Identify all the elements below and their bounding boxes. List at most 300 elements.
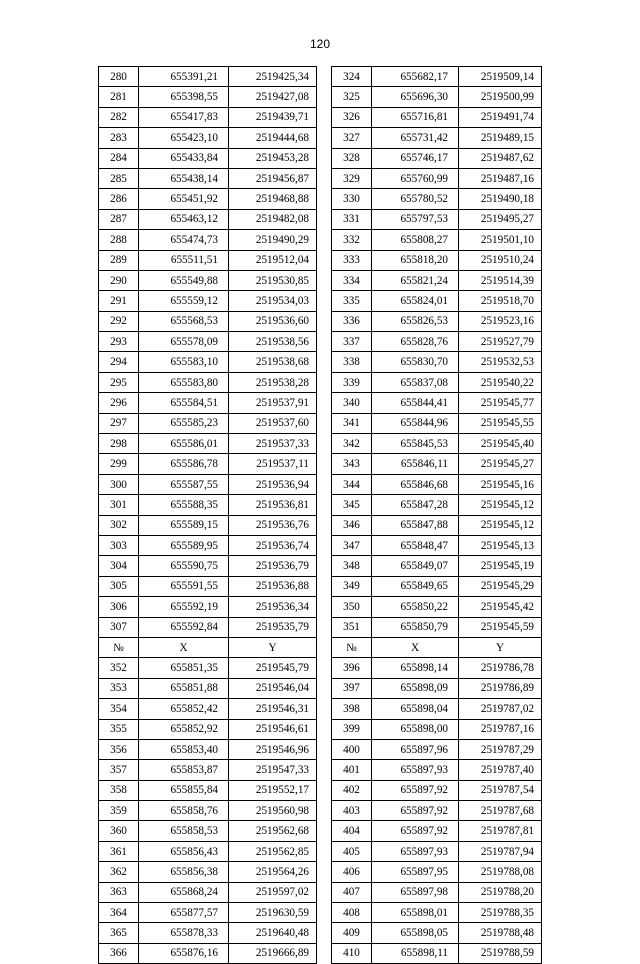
y-coordinate-cell: 2519536,74 bbox=[229, 535, 317, 555]
table-row bbox=[99, 903, 542, 923]
x-coordinate-cell: 655849,07 bbox=[372, 556, 459, 576]
x-coordinate-cell: 655897,93 bbox=[372, 841, 459, 861]
x-coordinate-cell: 655549,88 bbox=[139, 270, 229, 290]
point-number-cell: 342 bbox=[332, 434, 372, 454]
y-coordinate-cell: 2519530,85 bbox=[229, 270, 317, 290]
y-coordinate-cell: 2519536,60 bbox=[229, 311, 317, 331]
column-gap bbox=[317, 801, 332, 821]
x-coordinate-cell: 655898,00 bbox=[372, 719, 459, 739]
point-number-cell: 340 bbox=[332, 393, 372, 413]
point-number-cell: 302 bbox=[99, 515, 139, 535]
x-coordinate-cell: 655818,20 bbox=[372, 250, 459, 270]
y-coordinate-cell: 2519547,33 bbox=[229, 760, 317, 780]
y-coordinate-cell: 2519597,02 bbox=[229, 882, 317, 902]
y-coordinate-cell: 2519490,18 bbox=[459, 189, 542, 209]
x-coordinate-cell: 655590,75 bbox=[139, 556, 229, 576]
point-number-cell: 360 bbox=[99, 821, 139, 841]
x-coordinate-cell: 655897,92 bbox=[372, 780, 459, 800]
table-row bbox=[99, 780, 542, 800]
column-gap bbox=[317, 841, 332, 861]
x-coordinate-cell: 655588,35 bbox=[139, 495, 229, 515]
y-coordinate-cell: 2519545,19 bbox=[459, 556, 542, 576]
x-coordinate-cell: 655850,22 bbox=[372, 597, 459, 617]
point-number-cell: 359 bbox=[99, 801, 139, 821]
point-number-cell: 357 bbox=[99, 760, 139, 780]
table-row bbox=[99, 535, 542, 555]
x-coordinate-cell: 655856,43 bbox=[139, 841, 229, 861]
column-gap bbox=[317, 923, 332, 943]
table-row bbox=[99, 107, 542, 127]
x-coordinate-cell: 655847,88 bbox=[372, 515, 459, 535]
x-coordinate-cell: 655586,78 bbox=[139, 454, 229, 474]
x-coordinate-cell: 655856,38 bbox=[139, 862, 229, 882]
table-row bbox=[99, 882, 542, 902]
table-row bbox=[99, 67, 542, 87]
x-coordinate-cell: 655438,14 bbox=[139, 168, 229, 188]
point-number-cell: 287 bbox=[99, 209, 139, 229]
x-coordinate-cell: 655837,08 bbox=[372, 372, 459, 392]
point-number-cell: 353 bbox=[99, 678, 139, 698]
y-coordinate-cell: 2519538,28 bbox=[229, 372, 317, 392]
y-coordinate-cell: 2519536,88 bbox=[229, 576, 317, 596]
table-row bbox=[99, 760, 542, 780]
x-coordinate-cell: 655511,51 bbox=[139, 250, 229, 270]
y-coordinate-cell: 2519538,56 bbox=[229, 332, 317, 352]
column-gap bbox=[317, 658, 332, 678]
column-gap bbox=[317, 291, 332, 311]
point-number-cell: 335 bbox=[332, 291, 372, 311]
y-coordinate-cell: 2519640,48 bbox=[229, 923, 317, 943]
table-row bbox=[99, 576, 542, 596]
y-coordinate-cell: 2519788,48 bbox=[459, 923, 542, 943]
point-number-cell: 348 bbox=[332, 556, 372, 576]
point-number-cell: 343 bbox=[332, 454, 372, 474]
point-number-cell: 347 bbox=[332, 535, 372, 555]
point-number-cell: 362 bbox=[99, 862, 139, 882]
y-coordinate-cell: 2519787,40 bbox=[459, 760, 542, 780]
x-coordinate-cell: 655898,11 bbox=[372, 943, 459, 963]
x-coordinate-cell: 655391,21 bbox=[139, 67, 229, 87]
point-number-cell: 298 bbox=[99, 434, 139, 454]
point-number-cell: 338 bbox=[332, 352, 372, 372]
x-coordinate-cell: 655808,27 bbox=[372, 230, 459, 250]
x-coordinate-cell: 655423,10 bbox=[139, 128, 229, 148]
x-coordinate-cell: 655898,04 bbox=[372, 699, 459, 719]
point-number-cell: 345 bbox=[332, 495, 372, 515]
point-number-cell: 406 bbox=[332, 862, 372, 882]
x-coordinate-cell: 655398,55 bbox=[139, 87, 229, 107]
y-coordinate-cell: 2519545,27 bbox=[459, 454, 542, 474]
y-coordinate-cell: 2519536,34 bbox=[229, 597, 317, 617]
y-coordinate-cell: 2519545,12 bbox=[459, 515, 542, 535]
x-coordinate-cell: 655844,41 bbox=[372, 393, 459, 413]
x-coordinate-cell: 655897,95 bbox=[372, 862, 459, 882]
point-number-cell: 330 bbox=[332, 189, 372, 209]
point-number-cell: 333 bbox=[332, 250, 372, 270]
table-row bbox=[99, 332, 542, 352]
x-coordinate-cell: 655876,16 bbox=[139, 943, 229, 963]
x-coordinate-cell: 655451,92 bbox=[139, 189, 229, 209]
column-gap bbox=[317, 67, 332, 87]
column-gap bbox=[317, 515, 332, 535]
y-coordinate-cell: 2519487,62 bbox=[459, 148, 542, 168]
column-gap bbox=[317, 352, 332, 372]
x-coordinate-cell: 655746,17 bbox=[372, 148, 459, 168]
y-coordinate-cell: 2519545,13 bbox=[459, 535, 542, 555]
point-number-cell: 398 bbox=[332, 699, 372, 719]
point-number-cell: 292 bbox=[99, 311, 139, 331]
x-coordinate-cell: 655846,68 bbox=[372, 474, 459, 494]
x-coordinate-cell: 655716,81 bbox=[372, 107, 459, 127]
point-number-cell: 299 bbox=[99, 454, 139, 474]
point-number-cell: 295 bbox=[99, 372, 139, 392]
column-gap bbox=[317, 780, 332, 800]
x-coordinate-cell: 655585,23 bbox=[139, 413, 229, 433]
y-coordinate-cell: 2519510,24 bbox=[459, 250, 542, 270]
y-coordinate-cell: 2519439,71 bbox=[229, 107, 317, 127]
x-coordinate-cell: 655858,76 bbox=[139, 801, 229, 821]
x-coordinate-cell: 655877,57 bbox=[139, 903, 229, 923]
header-x-cell: X bbox=[372, 637, 459, 657]
x-coordinate-cell: 655878,33 bbox=[139, 923, 229, 943]
point-number-cell: 346 bbox=[332, 515, 372, 535]
y-coordinate-cell: 2519545,16 bbox=[459, 474, 542, 494]
point-number-cell: 356 bbox=[99, 739, 139, 759]
y-coordinate-cell: 2519453,28 bbox=[229, 148, 317, 168]
x-coordinate-cell: 655591,55 bbox=[139, 576, 229, 596]
y-coordinate-cell: 2519500,99 bbox=[459, 87, 542, 107]
column-gap bbox=[317, 597, 332, 617]
y-coordinate-cell: 2519545,29 bbox=[459, 576, 542, 596]
y-coordinate-cell: 2519788,35 bbox=[459, 903, 542, 923]
x-coordinate-cell: 655583,10 bbox=[139, 352, 229, 372]
point-number-cell: 326 bbox=[332, 107, 372, 127]
x-coordinate-cell: 655760,99 bbox=[372, 168, 459, 188]
y-coordinate-cell: 2519787,81 bbox=[459, 821, 542, 841]
point-number-cell: 350 bbox=[332, 597, 372, 617]
x-coordinate-cell: 655898,01 bbox=[372, 903, 459, 923]
table-row bbox=[99, 943, 542, 963]
y-coordinate-cell: 2519482,08 bbox=[229, 209, 317, 229]
y-coordinate-cell: 2519545,79 bbox=[229, 658, 317, 678]
column-gap bbox=[317, 311, 332, 331]
y-coordinate-cell: 2519535,79 bbox=[229, 617, 317, 637]
point-number-cell: 286 bbox=[99, 189, 139, 209]
column-gap bbox=[317, 250, 332, 270]
x-coordinate-cell: 655898,05 bbox=[372, 923, 459, 943]
x-coordinate-cell: 655578,09 bbox=[139, 332, 229, 352]
column-gap bbox=[317, 148, 332, 168]
y-coordinate-cell: 2519666,89 bbox=[229, 943, 317, 963]
x-coordinate-cell: 655824,01 bbox=[372, 291, 459, 311]
table-row bbox=[99, 739, 542, 759]
y-coordinate-cell: 2519527,79 bbox=[459, 332, 542, 352]
point-number-cell: 402 bbox=[332, 780, 372, 800]
point-number-cell: 325 bbox=[332, 87, 372, 107]
header-y-cell: Y bbox=[229, 637, 317, 657]
point-number-cell: 404 bbox=[332, 821, 372, 841]
point-number-cell: 334 bbox=[332, 270, 372, 290]
y-coordinate-cell: 2519545,42 bbox=[459, 597, 542, 617]
y-coordinate-cell: 2519532,53 bbox=[459, 352, 542, 372]
y-coordinate-cell: 2519786,89 bbox=[459, 678, 542, 698]
column-gap bbox=[317, 107, 332, 127]
column-gap bbox=[317, 87, 332, 107]
y-coordinate-cell: 2519523,16 bbox=[459, 311, 542, 331]
y-coordinate-cell: 2519545,55 bbox=[459, 413, 542, 433]
x-coordinate-cell: 655559,12 bbox=[139, 291, 229, 311]
column-gap bbox=[317, 168, 332, 188]
point-number-cell: 355 bbox=[99, 719, 139, 739]
y-coordinate-cell: 2519514,39 bbox=[459, 270, 542, 290]
x-coordinate-cell: 655592,84 bbox=[139, 617, 229, 637]
x-coordinate-cell: 655826,53 bbox=[372, 311, 459, 331]
column-gap bbox=[317, 576, 332, 596]
y-coordinate-cell: 2519489,15 bbox=[459, 128, 542, 148]
y-coordinate-cell: 2519538,68 bbox=[229, 352, 317, 372]
y-coordinate-cell: 2519564,26 bbox=[229, 862, 317, 882]
point-number-cell: 365 bbox=[99, 923, 139, 943]
table-row bbox=[99, 87, 542, 107]
x-coordinate-cell: 655417,83 bbox=[139, 107, 229, 127]
column-gap bbox=[317, 943, 332, 963]
table-row bbox=[99, 413, 542, 433]
table-row bbox=[99, 556, 542, 576]
table-row bbox=[99, 128, 542, 148]
y-coordinate-cell: 2519512,04 bbox=[229, 250, 317, 270]
coordinates-table-body bbox=[99, 67, 542, 964]
page-number: 120 bbox=[309, 37, 331, 51]
point-number-cell: 349 bbox=[332, 576, 372, 596]
point-number-cell: 332 bbox=[332, 230, 372, 250]
table-row bbox=[99, 250, 542, 270]
y-coordinate-cell: 2519537,91 bbox=[229, 393, 317, 413]
x-coordinate-cell: 655696,30 bbox=[372, 87, 459, 107]
y-coordinate-cell: 2519444,68 bbox=[229, 128, 317, 148]
y-coordinate-cell: 2519788,08 bbox=[459, 862, 542, 882]
point-number-cell: 405 bbox=[332, 841, 372, 861]
table-row bbox=[99, 495, 542, 515]
point-number-cell: 327 bbox=[332, 128, 372, 148]
table-row bbox=[99, 617, 542, 637]
point-number-cell: 401 bbox=[332, 760, 372, 780]
x-coordinate-cell: 655845,53 bbox=[372, 434, 459, 454]
point-number-cell: 364 bbox=[99, 903, 139, 923]
column-gap bbox=[317, 739, 332, 759]
y-coordinate-cell: 2519490,29 bbox=[229, 230, 317, 250]
column-gap bbox=[317, 903, 332, 923]
table-row bbox=[99, 311, 542, 331]
table-row bbox=[99, 189, 542, 209]
header-num-cell: № bbox=[332, 637, 372, 657]
point-number-cell: 341 bbox=[332, 413, 372, 433]
x-coordinate-cell: 655897,96 bbox=[372, 739, 459, 759]
point-number-cell: 304 bbox=[99, 556, 139, 576]
y-coordinate-cell: 2519487,16 bbox=[459, 168, 542, 188]
x-coordinate-cell: 655830,70 bbox=[372, 352, 459, 372]
y-coordinate-cell: 2519787,29 bbox=[459, 739, 542, 759]
column-gap bbox=[317, 372, 332, 392]
point-number-cell: 397 bbox=[332, 678, 372, 698]
y-coordinate-cell: 2519787,16 bbox=[459, 719, 542, 739]
x-coordinate-cell: 655463,12 bbox=[139, 209, 229, 229]
y-coordinate-cell: 2519788,59 bbox=[459, 943, 542, 963]
point-number-cell: 352 bbox=[99, 658, 139, 678]
x-coordinate-cell: 655853,87 bbox=[139, 760, 229, 780]
point-number-cell: 300 bbox=[99, 474, 139, 494]
point-number-cell: 358 bbox=[99, 780, 139, 800]
point-number-cell: 281 bbox=[99, 87, 139, 107]
table-row bbox=[99, 658, 542, 678]
x-coordinate-cell: 655828,76 bbox=[372, 332, 459, 352]
column-gap bbox=[317, 332, 332, 352]
table-row bbox=[99, 923, 542, 943]
column-gap bbox=[317, 474, 332, 494]
x-coordinate-cell: 655844,96 bbox=[372, 413, 459, 433]
x-coordinate-cell: 655852,42 bbox=[139, 699, 229, 719]
point-number-cell: 296 bbox=[99, 393, 139, 413]
y-coordinate-cell: 2519495,27 bbox=[459, 209, 542, 229]
y-coordinate-cell: 2519787,54 bbox=[459, 780, 542, 800]
y-coordinate-cell: 2519536,79 bbox=[229, 556, 317, 576]
header-y-cell: Y bbox=[459, 637, 542, 657]
x-coordinate-cell: 655587,55 bbox=[139, 474, 229, 494]
x-coordinate-cell: 655849,65 bbox=[372, 576, 459, 596]
column-gap bbox=[317, 393, 332, 413]
column-gap bbox=[317, 495, 332, 515]
x-coordinate-cell: 655589,15 bbox=[139, 515, 229, 535]
y-coordinate-cell: 2519537,11 bbox=[229, 454, 317, 474]
y-coordinate-cell: 2519518,70 bbox=[459, 291, 542, 311]
x-coordinate-cell: 655846,11 bbox=[372, 454, 459, 474]
table-row bbox=[99, 454, 542, 474]
table-row bbox=[99, 291, 542, 311]
x-coordinate-cell: 655474,73 bbox=[139, 230, 229, 250]
x-coordinate-cell: 655589,95 bbox=[139, 535, 229, 555]
column-gap bbox=[317, 678, 332, 698]
table-row bbox=[99, 168, 542, 188]
table-row bbox=[99, 678, 542, 698]
x-coordinate-cell: 655898,09 bbox=[372, 678, 459, 698]
y-coordinate-cell: 2519546,04 bbox=[229, 678, 317, 698]
y-coordinate-cell: 2519787,94 bbox=[459, 841, 542, 861]
column-gap bbox=[317, 699, 332, 719]
point-number-cell: 403 bbox=[332, 801, 372, 821]
column-gap bbox=[317, 637, 332, 657]
y-coordinate-cell: 2519546,31 bbox=[229, 699, 317, 719]
y-coordinate-cell: 2519536,76 bbox=[229, 515, 317, 535]
point-number-cell: 284 bbox=[99, 148, 139, 168]
x-coordinate-cell: 655433,84 bbox=[139, 148, 229, 168]
header-x-cell: X bbox=[139, 637, 229, 657]
table-row bbox=[99, 719, 542, 739]
column-gap bbox=[317, 128, 332, 148]
y-coordinate-cell: 2519545,59 bbox=[459, 617, 542, 637]
column-gap bbox=[317, 556, 332, 576]
column-gap bbox=[317, 270, 332, 290]
point-number-cell: 328 bbox=[332, 148, 372, 168]
x-coordinate-cell: 655868,24 bbox=[139, 882, 229, 902]
y-coordinate-cell: 2519509,14 bbox=[459, 67, 542, 87]
x-coordinate-cell: 655853,40 bbox=[139, 739, 229, 759]
x-coordinate-cell: 655851,35 bbox=[139, 658, 229, 678]
x-coordinate-cell: 655850,79 bbox=[372, 617, 459, 637]
table-row bbox=[99, 474, 542, 494]
point-number-cell: 399 bbox=[332, 719, 372, 739]
x-coordinate-cell: 655897,92 bbox=[372, 821, 459, 841]
column-gap bbox=[317, 413, 332, 433]
header-num-cell: № bbox=[99, 637, 139, 657]
point-number-cell: 344 bbox=[332, 474, 372, 494]
point-number-cell: 366 bbox=[99, 943, 139, 963]
y-coordinate-cell: 2519427,08 bbox=[229, 87, 317, 107]
x-coordinate-cell: 655780,52 bbox=[372, 189, 459, 209]
x-coordinate-cell: 655858,53 bbox=[139, 821, 229, 841]
y-coordinate-cell: 2519788,20 bbox=[459, 882, 542, 902]
y-coordinate-cell: 2519787,02 bbox=[459, 699, 542, 719]
table-row bbox=[99, 209, 542, 229]
point-number-cell: 288 bbox=[99, 230, 139, 250]
point-number-cell: 336 bbox=[332, 311, 372, 331]
point-number-cell: 293 bbox=[99, 332, 139, 352]
point-number-cell: 291 bbox=[99, 291, 139, 311]
point-number-cell: 297 bbox=[99, 413, 139, 433]
table-row bbox=[99, 270, 542, 290]
x-coordinate-cell: 655731,42 bbox=[372, 128, 459, 148]
table-row bbox=[99, 841, 542, 861]
x-coordinate-cell: 655584,51 bbox=[139, 393, 229, 413]
table-row bbox=[99, 148, 542, 168]
y-coordinate-cell: 2519786,78 bbox=[459, 658, 542, 678]
table-row bbox=[99, 862, 542, 882]
column-gap bbox=[317, 617, 332, 637]
column-gap bbox=[317, 535, 332, 555]
point-number-cell: 396 bbox=[332, 658, 372, 678]
column-gap bbox=[317, 862, 332, 882]
x-coordinate-cell: 655847,28 bbox=[372, 495, 459, 515]
y-coordinate-cell: 2519491,74 bbox=[459, 107, 542, 127]
point-number-cell: 303 bbox=[99, 535, 139, 555]
column-gap bbox=[317, 209, 332, 229]
y-coordinate-cell: 2519534,03 bbox=[229, 291, 317, 311]
coordinates-table bbox=[98, 66, 542, 964]
y-coordinate-cell: 2519545,40 bbox=[459, 434, 542, 454]
point-number-cell: 354 bbox=[99, 699, 139, 719]
point-number-cell: 337 bbox=[332, 332, 372, 352]
table-row bbox=[99, 515, 542, 535]
point-number-cell: 290 bbox=[99, 270, 139, 290]
column-gap bbox=[317, 230, 332, 250]
point-number-cell: 289 bbox=[99, 250, 139, 270]
x-coordinate-cell: 655855,84 bbox=[139, 780, 229, 800]
table-row bbox=[99, 801, 542, 821]
x-coordinate-cell: 655897,93 bbox=[372, 760, 459, 780]
point-number-cell: 307 bbox=[99, 617, 139, 637]
x-coordinate-cell: 655586,01 bbox=[139, 434, 229, 454]
table-row bbox=[99, 372, 542, 392]
point-number-cell: 294 bbox=[99, 352, 139, 372]
x-coordinate-cell: 655898,14 bbox=[372, 658, 459, 678]
y-coordinate-cell: 2519536,81 bbox=[229, 495, 317, 515]
y-coordinate-cell: 2519562,68 bbox=[229, 821, 317, 841]
column-gap bbox=[317, 821, 332, 841]
x-coordinate-cell: 655848,47 bbox=[372, 535, 459, 555]
header-row bbox=[99, 637, 542, 657]
point-number-cell: 400 bbox=[332, 739, 372, 759]
point-number-cell: 339 bbox=[332, 372, 372, 392]
table-row bbox=[99, 821, 542, 841]
x-coordinate-cell: 655897,98 bbox=[372, 882, 459, 902]
